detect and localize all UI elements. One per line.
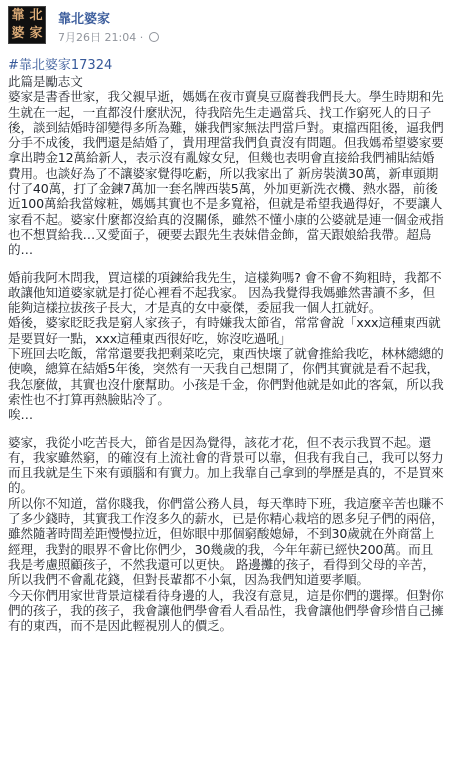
page-avatar[interactable] — [8, 6, 46, 44]
avatar-char: 靠 — [11, 8, 25, 23]
post-paragraph: 婆家，我從小吃苦長大，節省是因為覺得，該花才花，但不表示我買不起。還有，我家雖然窮，的確沒有上流社會的背景可以靠，但我有我自己，我可以努力而且我就是生下來有頭腦和有實力。加上我靠自己拿到的學歷是真的，不是買來的。 所以你不知道，當你賤我，你們當公務人員，每天準時下班，我這麼辛苦也賺不了多少錢時，其實我工作沒多久的薪水，已是你精心栽培的恩多兒子們的兩倍，雖然隨著時間差距慢慢拉近，但妳眼中那個窮酸媳婦，不到30歲就在外商當上經理，我對的眼界不會比你們少，30幾歲的我，今年年薪已經快200萬。而且我是考慮照顧孩子，不然我還可以更快。 路邊攤的孩子，看得到父母的辛苦，所以我們不會亂花錢，但對長輩都不小氣，因為我們知道要孝順。 今天你們用家世背景這樣看待身邊的人，我沒有意見，這是你們的選擇。但對你們的孩子，我的孩子，我會讓他們學會看人看品性，我會讓他們學會珍惜自己擁有的東西，而不是因此輕視別人的價乏。 — [8, 434, 444, 634]
avatar-char: 北 — [29, 8, 43, 23]
post-hashtag[interactable]: #靠北婆家17324 — [8, 58, 113, 73]
post-timestamp[interactable]: 7月26日 21:04 — [58, 31, 137, 44]
post-body — [8, 74, 444, 770]
post-header — [8, 4, 442, 48]
post-meta: 7月26日 21:04 · — [58, 29, 159, 45]
post-paragraph: 此篇是勵志文 婆家是書香世家，我父親早逝，媽媽在夜市賣臭豆腐養我們長大。學生時期和先生就在一起，一直都沒什麼狀況，待我陪先生走過當兵、找工作窮死人的日子後，談到結婚時卻變得多所為難，嫌我們家無法門當戶對。東擋西阻後，逼我們分手不成後，我們還是結婚了，貴用理當我們負責沒有問題。但我媽希望婆家要拿出聘金12萬給新人，表示沒有亂嫁女兒，但幾也表明會直接給我們補貼結婚費用。也談好為了不讓婆家覺得吃虧，所以我家出了 新房裝潢30萬，新車頭期付了40萬，打了金鍊7萬加一套名牌西裝5萬，外加更新洗衣機、熱水器，前後近100萬給我當嫁粧，媽媽其實也不是多寬裕，但就是希望我過得好，不要讓人家看不起。婆家什麼都沒給真的沒關係，雖然不懂小康的公婆就是連一個金戒指也不想買給我…又愛面子，硬要去跟先生表妹借金飾，當天跟娘給我帶。超鳥的… — [8, 74, 444, 258]
avatar-char: 家 — [29, 26, 43, 41]
avatar-char: 婆 — [11, 26, 25, 41]
globe-icon — [149, 32, 159, 42]
page-name-link[interactable]: 靠北婆家 — [58, 12, 111, 27]
post-paragraph: 婚前我阿木問我，買這樣的項鍊給我先生，這樣夠嗎? 會不會不夠粗時，我都不敢讓他知道婆家就是打從心裡看不起我家。 因為我覺得我媽雖然書讀不多，但能夠這樣拉拔孩子長大，才是真的女中豪傑，委屈我一個人扛就好。 婚後，婆家眨眨我是窮人家孩子，有時嫌我太節省，常常會說「xxx這種東西就是要買好一點，xxx這種東西很好吃，妳沒吃過吼」 下班回去吃飯，常常還要我把剩菜吃完，東西快壞了就會推給我吃，林林總總的使喚，總算在結婚5年後，突然有一天我自己想開了，你們其實就是看不起我，我怎麼做，其實也沒什麼幫助。小孩是千金，你們對他就是如此的客氣，所以我索性也不打算再熱臉貼冷了。 唉… — [8, 269, 444, 423]
